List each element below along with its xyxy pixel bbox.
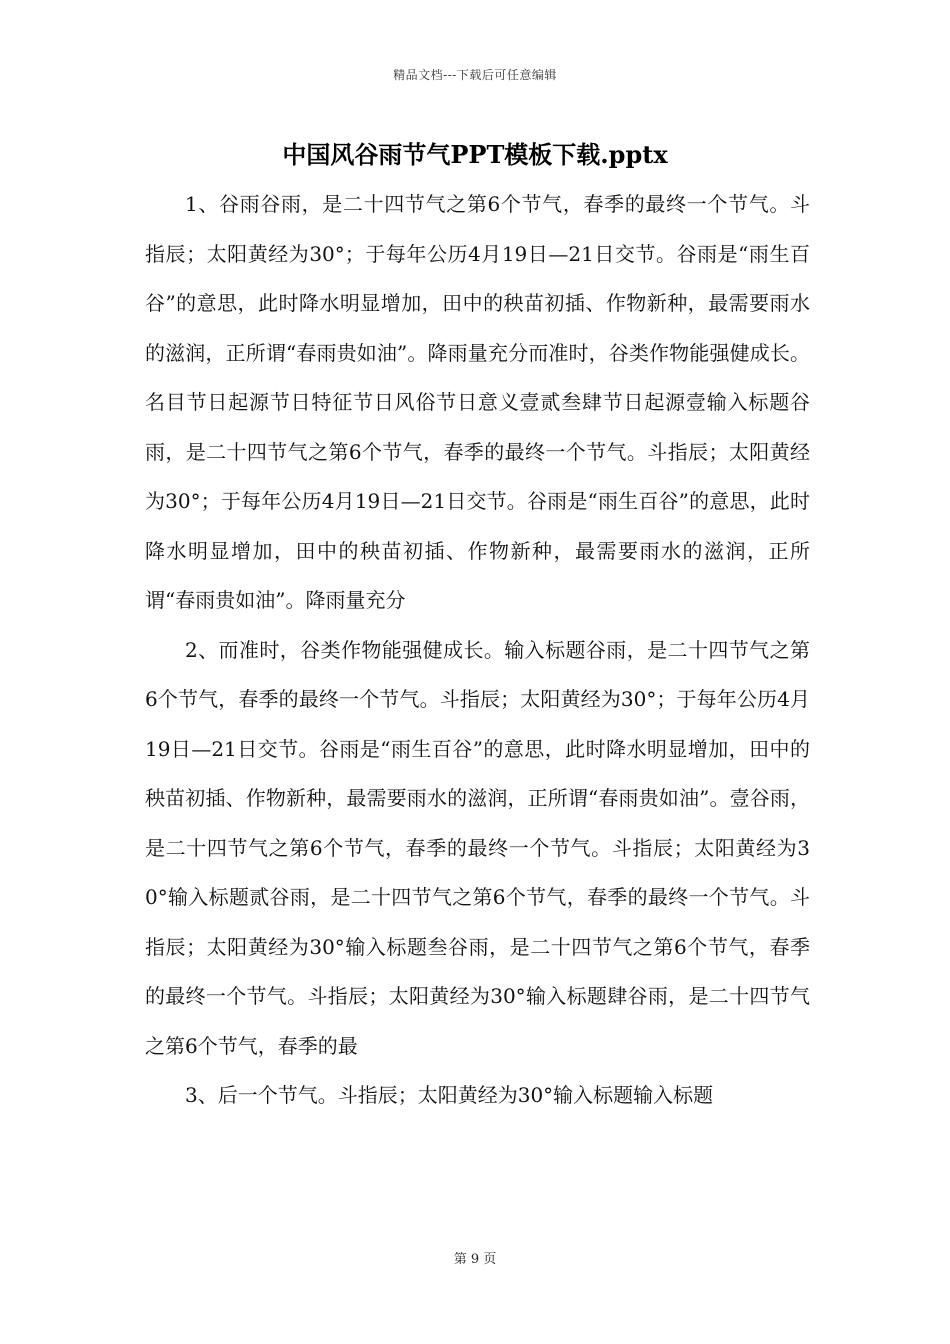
paragraph-2: 2、而准时，谷类作物能强健成长。输入标题谷雨，是二十四节气之第6个节气，春季的最终一个节气。斗指辰；太阳黄经为30°；于每年公历4月19日—21日交节。谷雨是“雨生百谷”的意思，此时降水明显增加，田中的秧苗初插、作物新种，最需要雨水的滋润，正所谓“春雨贵如油”。壹谷雨，是二十四节气之第6个节气，春季的最终一个节气。斗指辰；太阳黄经为30°输入标题贰谷雨，是二十四节气之第6个节气，春季的最终一个节气。斗指辰；太阳黄经为30°输入标题叁谷雨，是二十四节气之第6个节气，春季的最终一个节气。斗指辰；太阳黄经为30°输入标题肆谷雨，是二十四节气之第6个节气，春季的最 [145,637,810,1058]
paragraph-3: 3、后一个节气。斗指辰；太阳黄经为30°输入标题输入标题 [185,1083,714,1107]
paragraph-1: 1、谷雨谷雨，是二十四节气之第6个节气，春季的最终一个节气。斗指辰；太阳黄经为30°；于每年公历4月19日—21日交节。谷雨是“雨生百谷”的意思，此时降水明显增加，田中的秧苗初插、作物新种，最需要雨水的滋润，正所谓“春雨贵如油”。降雨量充分而准时，谷类作物能强健成长。名目节日起源节日特征节日风俗节日意义壹贰叁肆节日起源壹输入标题谷雨，是二十四节气之第6个节气，春季的最终一个节气。斗指辰；太阳黄经为30°；于每年公历4月19日—21日交节。谷雨是“雨生百谷”的意思，此时降水明显增加，田中的秧苗初插、作物新种，最需要雨水的滋润，正所谓“春雨贵如油”。降雨量充分 [145,192,810,612]
header-note: 精品文档---下载后可任意编辑 [393,68,557,82]
document-body [145,180,810,1121]
page-number: 第 9 页 [453,1252,497,1267]
document-title: 中国风谷雨节气PPT模板下载.pptx [282,140,668,169]
